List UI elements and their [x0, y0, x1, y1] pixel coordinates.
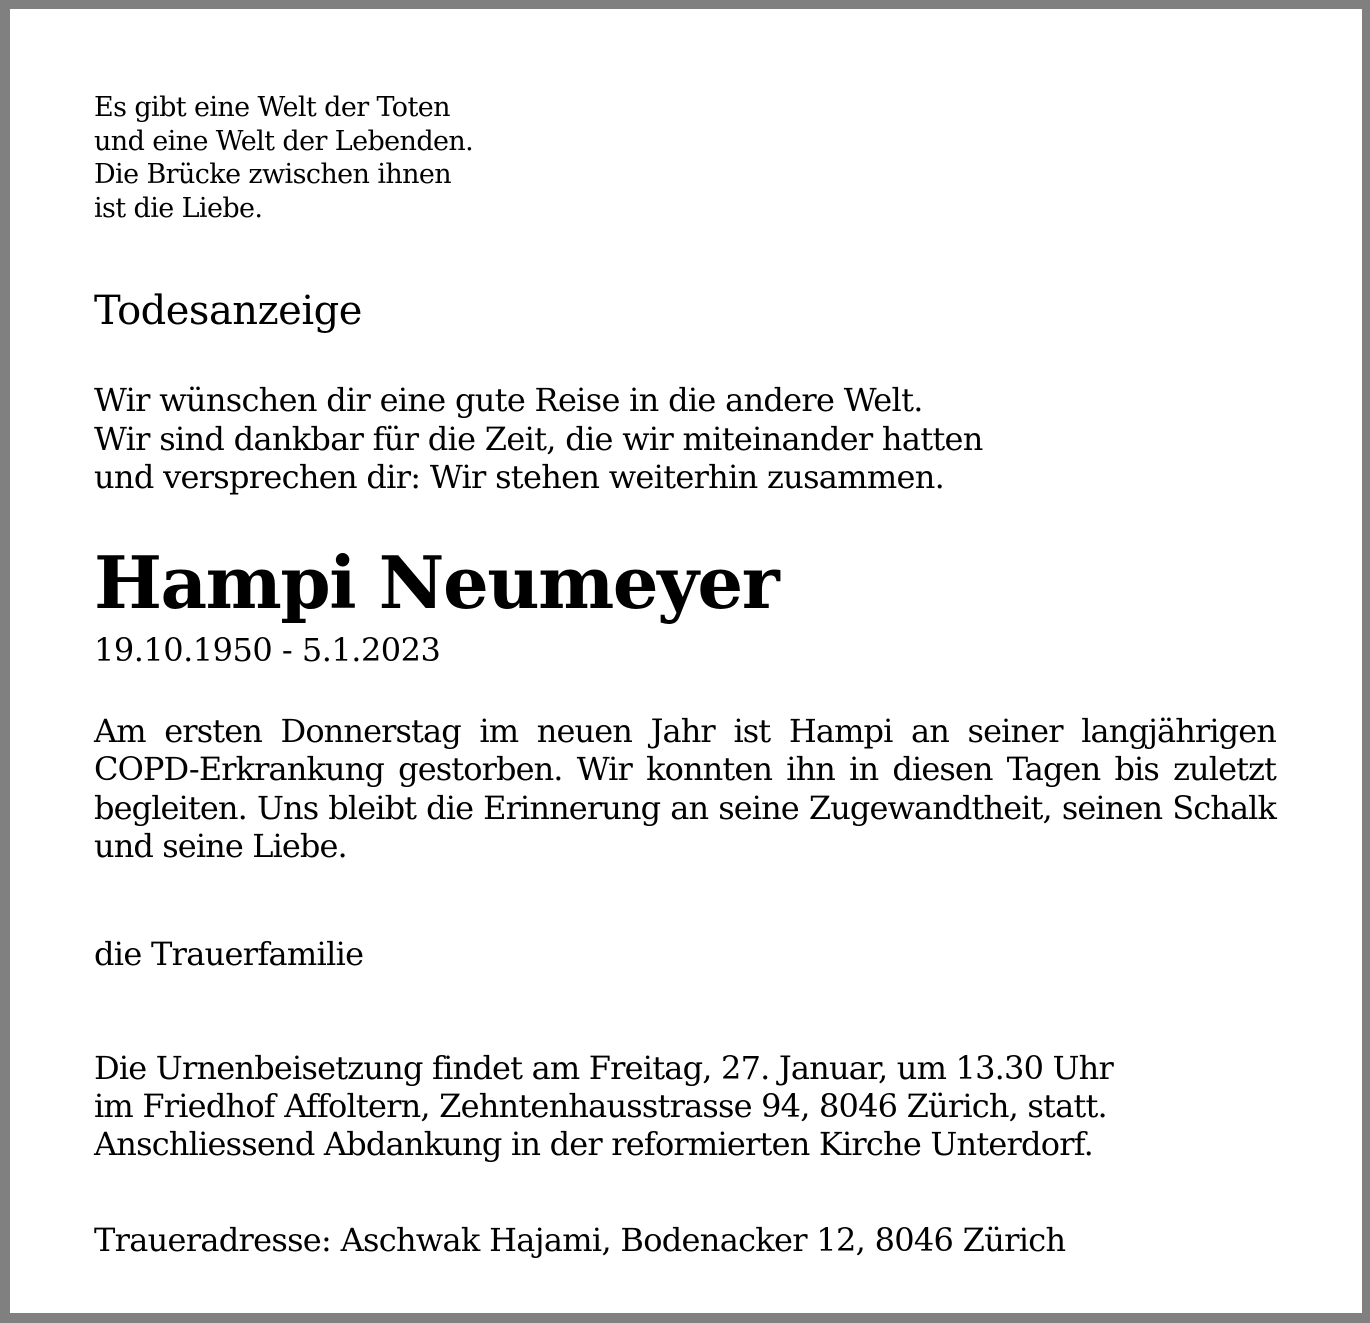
signature: die Trauerfamilie — [94, 935, 364, 973]
poem-line: und eine Welt der Lebenden. — [94, 125, 474, 157]
service-line: Die Urnenbeisetzung findet am Freitag, 27. Januar, um 13.30 Uhr — [94, 1049, 1113, 1087]
farewell-wishes — [94, 381, 983, 497]
mourning-address: Traueradresse: Aschwak Hajami, Bodenacker 12, 8046 Zürich — [94, 1221, 1066, 1259]
poem-line: Die Brücke zwischen ihnen — [94, 159, 452, 190]
wishes-line: Wir sind dankbar für die Zeit, die wir miteinander hatten — [94, 419, 983, 458]
poem-line: ist die Liebe. — [94, 192, 263, 224]
obituary-page — [10, 9, 1362, 1313]
service-details — [94, 1049, 1113, 1163]
service-line: im Friedhof Affoltern, Zehntenhausstrasse 94, 8046 Zürich, statt. — [94, 1087, 1107, 1125]
deceased-name: Hampi Neumeyer — [94, 540, 779, 625]
service-line: Anschliessend Abdankung in der reformierten Kirche Unterdorf. — [94, 1125, 1093, 1163]
wishes-line: Wir wünschen dir eine gute Reise in die andere Welt. — [94, 381, 923, 419]
wishes-line: und versprechen dir: Wir stehen weiterhin zusammen. — [94, 458, 945, 496]
announcement-text: Am ersten Donnerstag im neuen Jahr ist Hampi an seiner langjährigen COPD-Erkrankung gestorben. Wir konnten ihn in diesen Tagen bis zuletzt begleiten. Uns bleibt die Erinnerung an seine Zugewandtheit, seinen Schalk und seine Liebe. — [94, 712, 1276, 865]
poem-line: Es gibt eine Welt der Toten — [94, 92, 450, 123]
poem — [94, 91, 473, 225]
life-dates: 19.10.1950 - 5.1.2023 — [94, 631, 441, 669]
page-title: Todesanzeige — [94, 288, 362, 334]
